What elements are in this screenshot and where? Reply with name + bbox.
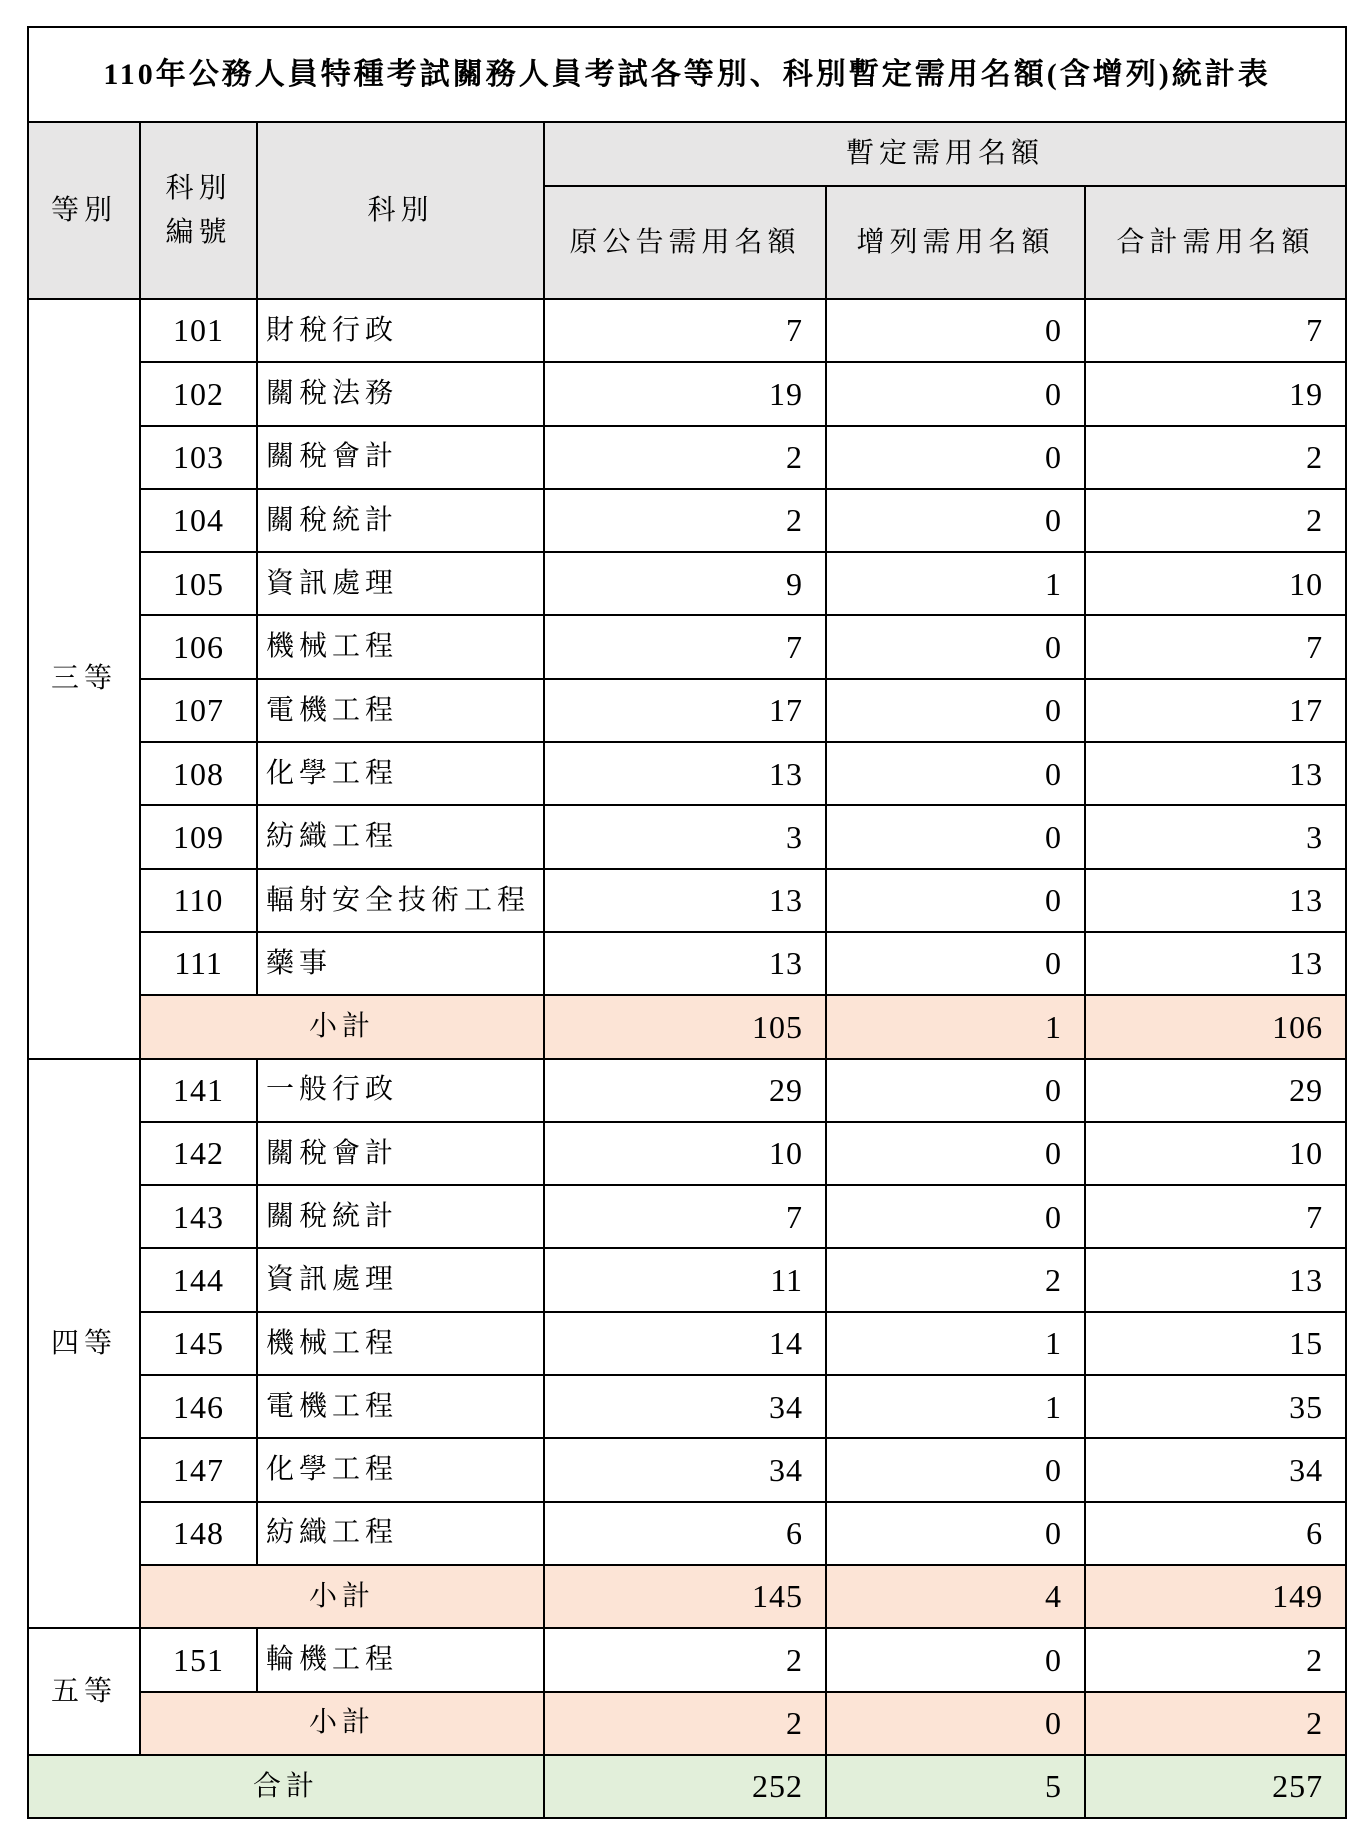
subtotal-row — [28, 1692, 1346, 1755]
table-row — [28, 1502, 1346, 1565]
subject-code-cell: 148 — [140, 1502, 257, 1565]
header-subject: 科別 — [257, 122, 544, 299]
added-quota-cell: 0 — [826, 1502, 1085, 1565]
table-row — [28, 805, 1346, 868]
total-quota-cell: 10 — [1085, 1122, 1346, 1185]
subject-code-cell: 104 — [140, 489, 257, 552]
subject-name-cell: 關稅法務 — [257, 362, 544, 425]
title-row — [28, 27, 1346, 122]
subject-name-cell: 輻射安全技術工程 — [257, 869, 544, 932]
original-quota-cell: 7 — [544, 615, 826, 678]
subtotal-label: 小計 — [140, 995, 544, 1058]
table-header — [28, 27, 1346, 299]
quota-table — [27, 26, 1347, 1819]
subtotal-original-quota: 145 — [544, 1565, 826, 1628]
table-row — [28, 1185, 1346, 1248]
original-quota-cell: 6 — [544, 1502, 826, 1565]
header-subject-code — [140, 122, 257, 299]
header-subject-code-line-2: 編號 — [165, 216, 232, 248]
table-row — [28, 1312, 1346, 1375]
grand-total-label: 合計 — [28, 1755, 544, 1818]
subject-code-cell: 142 — [140, 1122, 257, 1185]
added-quota-cell: 0 — [826, 1185, 1085, 1248]
grand-total-row — [28, 1755, 1346, 1818]
subtotal-added-quota: 0 — [826, 1692, 1085, 1755]
header-quota-group: 暫定需用名額 — [544, 122, 1346, 186]
subject-code-cell: 146 — [140, 1375, 257, 1438]
subject-name-cell: 機械工程 — [257, 615, 544, 678]
subject-code-cell: 109 — [140, 805, 257, 868]
total-quota-cell: 34 — [1085, 1438, 1346, 1501]
original-quota-cell: 13 — [544, 932, 826, 995]
table-row — [28, 742, 1346, 805]
subject-name-cell: 資訊處理 — [257, 552, 544, 615]
subject-code-cell: 147 — [140, 1438, 257, 1501]
original-quota-cell: 13 — [544, 869, 826, 932]
table-body — [28, 299, 1346, 1818]
subtotal-total-quota: 2 — [1085, 1692, 1346, 1755]
total-quota-cell: 2 — [1085, 426, 1346, 489]
header-row — [28, 122, 1346, 186]
subject-code-cell: 151 — [140, 1628, 257, 1691]
added-quota-cell: 0 — [826, 869, 1085, 932]
subject-name-cell: 關稅統計 — [257, 489, 544, 552]
subject-code-cell: 106 — [140, 615, 257, 678]
subtotal-original-quota: 105 — [544, 995, 826, 1058]
total-quota-cell: 3 — [1085, 805, 1346, 868]
subject-code-cell: 111 — [140, 932, 257, 995]
original-quota-cell: 10 — [544, 1122, 826, 1185]
original-quota-cell: 13 — [544, 742, 826, 805]
subtotal-total-quota: 149 — [1085, 1565, 1346, 1628]
grand-total-added-quota: 5 — [826, 1755, 1085, 1818]
table-row — [28, 932, 1346, 995]
total-quota-cell: 19 — [1085, 362, 1346, 425]
table-row — [28, 1628, 1346, 1691]
original-quota-cell: 7 — [544, 299, 826, 362]
subject-name-cell: 關稅會計 — [257, 1122, 544, 1185]
subtotal-original-quota: 2 — [544, 1692, 826, 1755]
table-row — [28, 426, 1346, 489]
added-quota-cell: 0 — [826, 742, 1085, 805]
added-quota-cell: 0 — [826, 805, 1085, 868]
original-quota-cell: 11 — [544, 1248, 826, 1311]
table-row — [28, 1375, 1346, 1438]
subject-name-cell: 藥事 — [257, 932, 544, 995]
added-quota-cell: 0 — [826, 299, 1085, 362]
total-quota-cell: 13 — [1085, 742, 1346, 805]
subject-name-cell: 電機工程 — [257, 679, 544, 742]
table-row — [28, 1248, 1346, 1311]
subtotal-added-quota: 4 — [826, 1565, 1085, 1628]
subject-name-cell: 資訊處理 — [257, 1248, 544, 1311]
added-quota-cell: 2 — [826, 1248, 1085, 1311]
subtotal-added-quota: 1 — [826, 995, 1085, 1058]
subject-name-cell: 關稅會計 — [257, 426, 544, 489]
added-quota-cell: 0 — [826, 1438, 1085, 1501]
original-quota-cell: 17 — [544, 679, 826, 742]
subject-code-cell: 103 — [140, 426, 257, 489]
added-quota-cell: 0 — [826, 489, 1085, 552]
subject-name-cell: 紡織工程 — [257, 1502, 544, 1565]
total-quota-cell: 35 — [1085, 1375, 1346, 1438]
table-row — [28, 615, 1346, 678]
original-quota-cell: 9 — [544, 552, 826, 615]
header-grade: 等別 — [28, 122, 140, 299]
original-quota-cell: 14 — [544, 1312, 826, 1375]
subtotal-total-quota: 106 — [1085, 995, 1346, 1058]
table-row — [28, 299, 1346, 362]
original-quota-cell: 29 — [544, 1059, 826, 1122]
table-title: 110年公務人員特種考試關務人員考試各等別、科別暫定需用名額(含增列)統計表 — [28, 27, 1346, 122]
grade-cell: 四等 — [28, 1059, 140, 1629]
added-quota-cell: 0 — [826, 615, 1085, 678]
total-quota-cell: 7 — [1085, 1185, 1346, 1248]
header-added-quota: 增列需用名額 — [826, 186, 1085, 299]
table-row — [28, 552, 1346, 615]
grand-total-original-quota: 252 — [544, 1755, 826, 1818]
subject-name-cell: 化學工程 — [257, 1438, 544, 1501]
table-row — [28, 1059, 1346, 1122]
table-row — [28, 679, 1346, 742]
total-quota-cell: 13 — [1085, 932, 1346, 995]
grade-cell: 五等 — [28, 1628, 140, 1755]
grade-cell: 三等 — [28, 299, 140, 1059]
added-quota-cell: 0 — [826, 1628, 1085, 1691]
subject-name-cell: 化學工程 — [257, 742, 544, 805]
total-quota-cell: 13 — [1085, 1248, 1346, 1311]
added-quota-cell: 0 — [826, 426, 1085, 489]
subject-code-cell: 102 — [140, 362, 257, 425]
subtotal-label: 小計 — [140, 1692, 544, 1755]
subject-code-cell: 144 — [140, 1248, 257, 1311]
subject-code-cell: 105 — [140, 552, 257, 615]
subject-code-cell: 145 — [140, 1312, 257, 1375]
subject-name-cell: 關稅統計 — [257, 1185, 544, 1248]
original-quota-cell: 2 — [544, 426, 826, 489]
added-quota-cell: 1 — [826, 552, 1085, 615]
table-row — [28, 1122, 1346, 1185]
subject-name-cell: 財稅行政 — [257, 299, 544, 362]
total-quota-cell: 13 — [1085, 869, 1346, 932]
original-quota-cell: 34 — [544, 1375, 826, 1438]
subject-code-cell: 110 — [140, 869, 257, 932]
added-quota-cell: 0 — [826, 1122, 1085, 1185]
total-quota-cell: 29 — [1085, 1059, 1346, 1122]
total-quota-cell: 2 — [1085, 1628, 1346, 1691]
total-quota-cell: 2 — [1085, 489, 1346, 552]
added-quota-cell: 1 — [826, 1312, 1085, 1375]
added-quota-cell: 1 — [826, 1375, 1085, 1438]
subtotal-row — [28, 995, 1346, 1058]
table-row — [28, 869, 1346, 932]
subject-code-cell: 101 — [140, 299, 257, 362]
original-quota-cell: 19 — [544, 362, 826, 425]
original-quota-cell: 7 — [544, 1185, 826, 1248]
table-row — [28, 1438, 1346, 1501]
subtotal-row — [28, 1565, 1346, 1628]
header-original-quota: 原公告需用名額 — [544, 186, 826, 299]
original-quota-cell: 3 — [544, 805, 826, 868]
added-quota-cell: 0 — [826, 1059, 1085, 1122]
added-quota-cell: 0 — [826, 679, 1085, 742]
grand-total-total-quota: 257 — [1085, 1755, 1346, 1818]
subject-code-cell: 107 — [140, 679, 257, 742]
original-quota-cell: 2 — [544, 489, 826, 552]
table-row — [28, 489, 1346, 552]
subtotal-label: 小計 — [140, 1565, 544, 1628]
original-quota-cell: 2 — [544, 1628, 826, 1691]
subject-name-cell: 紡織工程 — [257, 805, 544, 868]
added-quota-cell: 0 — [826, 362, 1085, 425]
header-subject-code-line-1: 科別 — [165, 172, 232, 204]
table-row — [28, 362, 1346, 425]
total-quota-cell: 7 — [1085, 299, 1346, 362]
total-quota-cell: 17 — [1085, 679, 1346, 742]
subject-name-cell: 一般行政 — [257, 1059, 544, 1122]
total-quota-cell: 15 — [1085, 1312, 1346, 1375]
total-quota-cell: 6 — [1085, 1502, 1346, 1565]
original-quota-cell: 34 — [544, 1438, 826, 1501]
subject-code-cell: 108 — [140, 742, 257, 805]
added-quota-cell: 0 — [826, 932, 1085, 995]
total-quota-cell: 7 — [1085, 615, 1346, 678]
subject-name-cell: 電機工程 — [257, 1375, 544, 1438]
total-quota-cell: 10 — [1085, 552, 1346, 615]
subject-code-cell: 143 — [140, 1185, 257, 1248]
subject-name-cell: 輪機工程 — [257, 1628, 544, 1691]
subject-name-cell: 機械工程 — [257, 1312, 544, 1375]
subject-code-cell: 141 — [140, 1059, 257, 1122]
header-total-quota: 合計需用名額 — [1085, 186, 1346, 299]
